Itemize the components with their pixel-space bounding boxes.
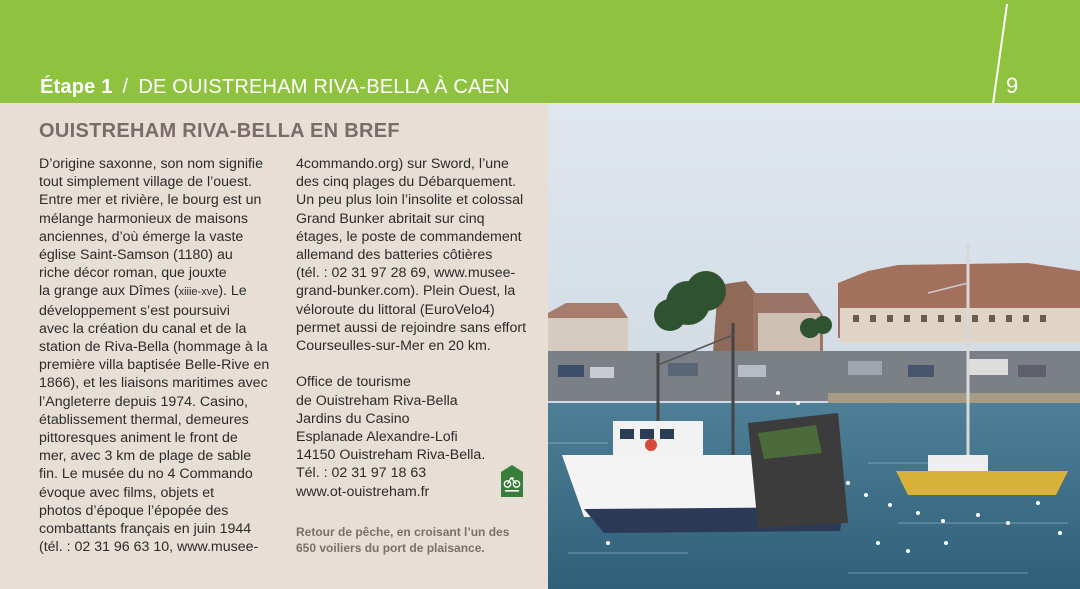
office-address: Esplanade Alexandre-Lofi — [296, 429, 458, 446]
title-separator: / — [122, 76, 129, 98]
text-line: photos d’époque l’épopée des — [39, 502, 229, 519]
text-line: station de Riva-Bella (hommage à la — [39, 339, 268, 356]
text-line: avec la création du canal et de la — [39, 320, 247, 337]
info-panel — [0, 103, 548, 589]
text-line: première villa baptisée Belle-Rive en — [39, 357, 270, 374]
caption-line: Retour de pêche, en croisant l’un des — [296, 525, 510, 539]
harbour-photo-illustration — [548, 103, 1080, 589]
bike-badge-icon — [501, 465, 523, 497]
text-line: mer, avec 3 km de plage de sable — [39, 448, 252, 465]
text-line: fin. Le musée du no 4 Commando — [39, 466, 253, 483]
text-line: combattants français en juin 1944 — [39, 521, 252, 538]
text-line: Un peu plus loin l’insolite et colossal — [296, 192, 524, 209]
text-column-2 — [296, 155, 540, 501]
text-line: riche décor roman, que jouxte — [39, 265, 227, 282]
text-line: évoque avec films, objets et — [39, 484, 215, 501]
text-line: église Saint-Samson (1180) au — [39, 247, 233, 264]
page-number: 9 — [1006, 73, 1019, 98]
text-line: pittoresques animent le front de — [39, 430, 238, 447]
office-name: Office de tourisme — [296, 374, 411, 391]
office-phone: Tél. : 02 31 97 18 63 — [296, 465, 427, 482]
text-line: anciennes, d’où émerge la vaste — [39, 228, 244, 245]
stage-label: Étape 1 — [40, 76, 113, 98]
text-line: Courseulles-sur-Mer en 20 km. — [296, 338, 491, 355]
text-line: (tél. : 02 31 96 63 10, www.musee- — [39, 539, 259, 556]
office-address: 14150 Ouistreham Riva-Bella. — [296, 447, 486, 464]
text-line: véloroute du littoral (EuroVelo4) — [296, 301, 495, 318]
text-line: tout simplement village de l’ouest. — [39, 174, 252, 191]
text-line: Entre mer et rivière, le bourg est un — [39, 192, 262, 209]
text-line: étages, le poste de commandement — [296, 228, 522, 245]
office-website: www.ot-ouistreham.fr — [296, 483, 430, 500]
text-line: mélange harmonieux de maisons — [39, 210, 248, 227]
page-header — [0, 0, 1080, 103]
section-title: OUISTREHAM RIVA-BELLA EN BREF — [39, 120, 400, 142]
caption-line: 650 voiliers du port de plaisance. — [296, 540, 485, 555]
paragraph-spacer — [296, 355, 540, 373]
harbour-photo — [548, 103, 1080, 589]
route-title: DE OUISTREHAM RIVA-BELLA À CAEN — [138, 76, 510, 98]
office-name: de Ouistreham Riva-Bella — [296, 392, 458, 409]
chapter-title — [40, 76, 510, 99]
text-line: Grand Bunker abritait sur cinq — [296, 210, 485, 227]
text-line: D’origine saxonne, son nom signifie — [39, 156, 263, 172]
text-fragment: la grange aux Dîmes ( — [39, 283, 179, 300]
office-address: Jardins du Casino — [296, 410, 410, 427]
century-range: xiiie-xve — [178, 286, 219, 299]
text-line: des cinq plages du Débarquement. — [296, 174, 517, 191]
text-line: (tél. : 02 31 97 28 69, www.musee- — [296, 265, 516, 282]
photo-caption — [296, 525, 516, 556]
text-line — [39, 282, 275, 301]
text-line: grand-bunker.com). Plein Ouest, la — [296, 283, 516, 300]
text-line: l’Angleterre depuis 1974. Casino, — [39, 393, 249, 410]
text-line: allemand des batteries côtières — [296, 247, 493, 264]
text-line: développement s’est poursuivi — [39, 302, 230, 319]
text-fragment: ). Le — [218, 283, 247, 300]
text-line: 1866), et les liaisons maritimes avec — [39, 375, 268, 392]
text-line: établissement thermal, demeures — [39, 411, 249, 428]
text-line: 4commando.org) sur Sword, l’une — [296, 156, 509, 172]
text-line: permet aussi de rejoindre sans effort — [296, 319, 527, 336]
text-column-1 — [39, 155, 275, 556]
